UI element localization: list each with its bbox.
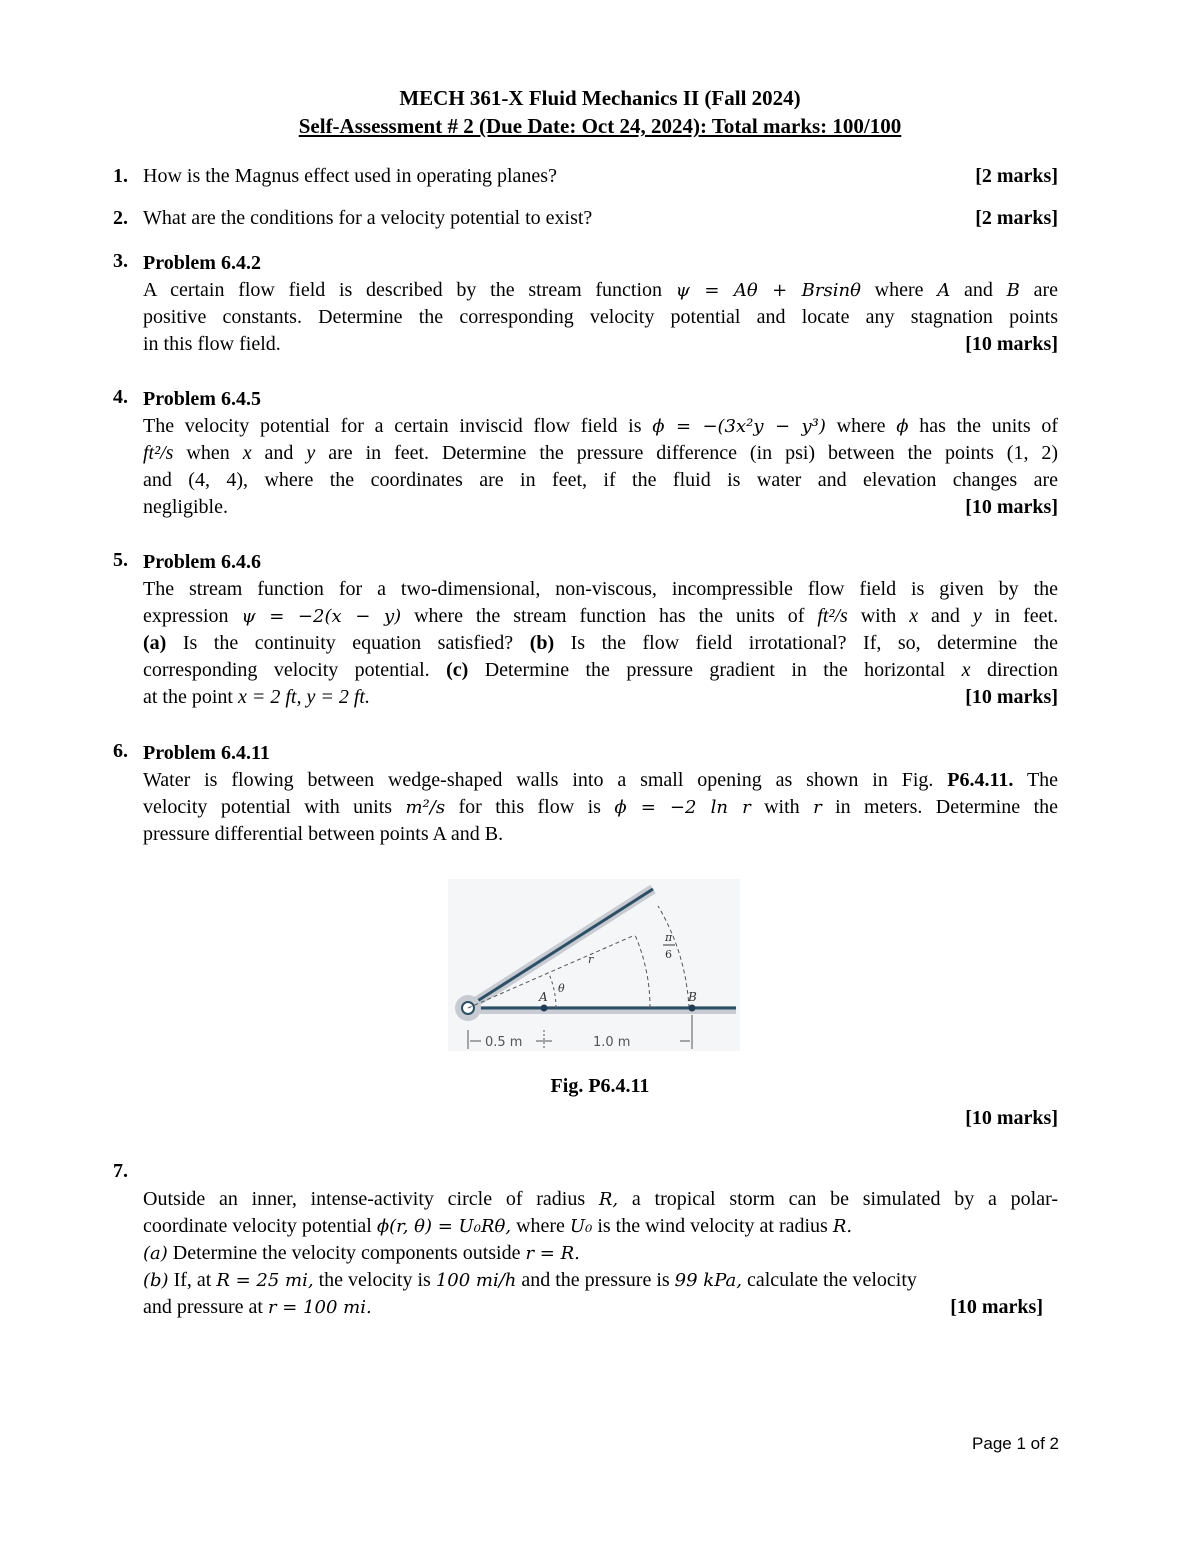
question-2-marks: [2 marks] [975,207,1058,229]
question-7-line-2: coordinate velocity potential ϕ(r, θ) = U₀Rθ, where U₀ is the wind velocity at radius R. [143,1215,853,1237]
question-7-line-3: (a) Determine the velocity components outside r = R. [143,1242,580,1264]
question-4-body [143,386,1058,521]
label-r: r [588,953,594,966]
question-5-marks: [10 marks] [965,686,1058,708]
question-6-line-2: velocity potential with units m²/s for this flow is ϕ = −2 ln r with r in meters. Determine the [143,796,1058,818]
question-5-line-3: (a) Is the continuity equation satisfied? (b) Is the flow field irrotational? If, so, determine the [143,632,1059,654]
question-6-marks: [10 marks] [965,1107,1058,1129]
question-3-line-3: in this flow field. [10 marks] [143,331,1058,358]
question-3-line-2: positive constants. Determine the corresponding velocity potential and locate any stagnation points [143,306,1058,328]
label-b: B [688,990,697,1004]
question-7-marks: [10 marks] [950,1296,1043,1318]
question-5-number: 5. [113,549,128,571]
page-subtitle: Self-Assessment # 2 (Due Date: Oct 24, 2024): Total marks: 100/100 [298,114,902,138]
question-4-line-1: The velocity potential for a certain inviscid flow field is ϕ = −(3x²y − y³) where ϕ has the units of [143,415,1059,437]
question-4-line-2: ft²/s when x and y are in feet. Determine the pressure difference (in psi) between the points (1, 2) [143,442,1059,464]
figure-caption: Fig. P6.4.11 [550,1075,650,1097]
question-5-line-2: expression ψ = −2(x − y) where the stream function has the units of ft²/s with x and y in feet. [143,605,1059,627]
question-7-body [143,1186,1058,1321]
question-5-line-1: The stream function for a two-dimensional, non-viscous, incompressible flow field is given by the [143,578,1058,600]
question-3-body [143,250,1058,358]
question-6-number: 6. [113,740,128,762]
question-3-number: 3. [113,250,128,272]
page-title: MECH 361-X Fluid Mechanics II (Fall 2024) [399,86,801,110]
question-4-number: 4. [113,386,128,408]
point-a [541,1005,548,1012]
question-7-number: 7. [113,1160,128,1182]
question-4-line-3: and (4, 4), where the coordinates are in feet, if the fluid is water and elevation changes are [143,469,1058,491]
label-theta: θ [558,982,565,995]
question-7-line-1: Outside an inner, intense-activity circle of radius R, a tropical storm can be simulated by a polar- [143,1188,1059,1210]
question-6-body [143,740,1058,848]
question-2-number: 2. [113,207,128,229]
question-3-marks: [10 marks] [965,333,1058,355]
wedge-flow-figure [448,879,740,1051]
label-pi: π [665,931,673,944]
question-5-title: Problem 6.4.6 [143,551,261,573]
question-5-line-5: at the point x = 2 ft, y = 2 ft. [10 marks] [143,684,1058,711]
question-4-title: Problem 6.4.5 [143,388,261,410]
label-six: 6 [665,948,672,961]
dim-label-1-0: 1.0 m [593,1035,631,1050]
question-1-number: 1. [113,165,128,187]
point-b [689,1005,696,1012]
question-7-line-4: (b) If, at R = 25 mi, the velocity is 100 mi/h and the pressure is 99 kPa, calculate the velocity [143,1269,917,1291]
question-5-line-4: corresponding velocity potential. (c) Determine the pressure gradient in the horizontal x direction [143,659,1059,681]
question-6-line-1: Water is flowing between wedge-shaped walls into a small opening as shown in Fig. P6.4.11. The [143,769,1059,791]
question-6-title: Problem 6.4.11 [143,742,270,764]
question-5-body [143,549,1058,711]
question-1-marks: [2 marks] [975,165,1058,187]
question-4-marks: [10 marks] [965,496,1058,518]
question-3-line-1: A certain flow field is described by the stream function ψ = Aθ + Brsinθ where A and B are [143,279,1059,301]
figure-background [448,879,740,1051]
dim-label-0-5: 0.5 m [485,1035,523,1050]
question-6-line-3: pressure differential between points A and B. [143,823,504,845]
question-4-line-4: negligible. [10 marks] [143,494,1058,521]
question-1-text: How is the Magnus effect used in operating planes? [143,165,557,187]
question-7-line-5: and pressure at r = 100 mi. [10 marks] [143,1294,1043,1321]
page-number: Page 1 of 2 [972,1434,1059,1453]
question-3-title: Problem 6.4.2 [143,252,261,274]
label-a: A [539,990,548,1004]
question-2-text: What are the conditions for a velocity potential to exist? [143,207,593,229]
